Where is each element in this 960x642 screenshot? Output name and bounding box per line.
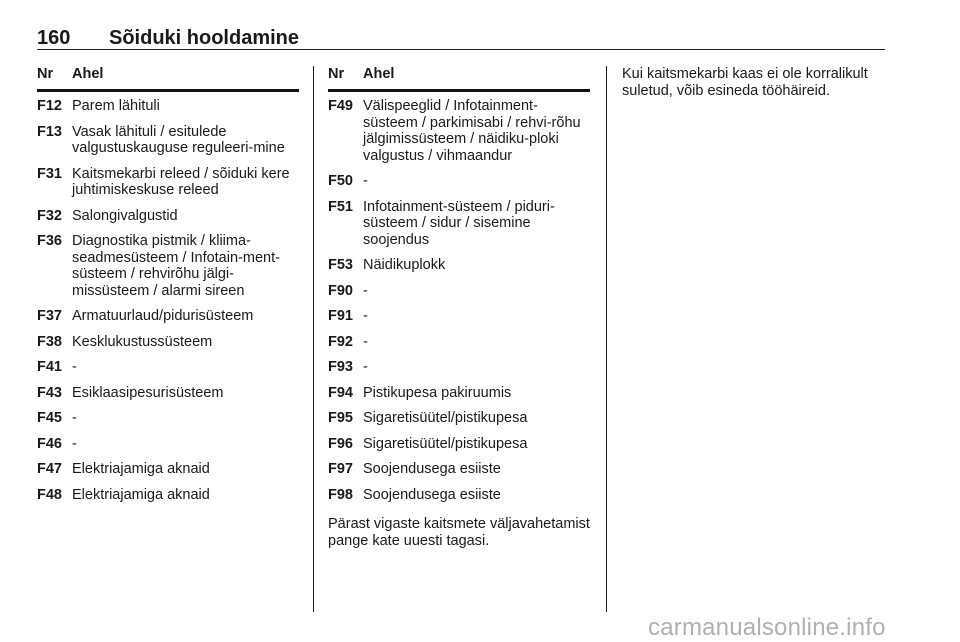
- fuse-number: F50: [328, 173, 353, 189]
- fuse-circuit: Armatuurlaud/pidurisüsteem: [72, 308, 254, 324]
- header-circuit: Ahel: [363, 66, 395, 82]
- watermark: carmanualsonline.info: [648, 614, 886, 641]
- fuse-circuit: -: [72, 435, 77, 452]
- table-row: [328, 359, 590, 376]
- fuse-number: F46: [37, 435, 62, 452]
- table-row: [37, 487, 299, 504]
- fuse-number: F96: [328, 435, 353, 452]
- fuse-number: F12: [37, 98, 62, 114]
- fuse-circuit: Näidikuplokk: [363, 257, 446, 273]
- fuse-number: F37: [37, 308, 62, 324]
- table-row: [328, 283, 590, 300]
- fuse-circuit: -: [363, 173, 368, 189]
- fuse-number: F31: [37, 165, 62, 182]
- fuse-circuit: Parem lähituli: [72, 98, 160, 114]
- fuse-number: F45: [37, 410, 62, 426]
- fuse-circuit: Pistikupesa pakiruumis: [363, 384, 512, 401]
- fuse-circuit: Elektriajamiga aknaid: [72, 461, 210, 477]
- fuse-number: F53: [328, 257, 353, 273]
- fuse-circuit: -: [363, 282, 368, 299]
- fuse-number: F94: [328, 384, 353, 401]
- table-row: [328, 199, 590, 249]
- fuse-number: F38: [37, 333, 62, 350]
- table-row: [37, 166, 299, 199]
- fuse-table-right: [328, 66, 590, 549]
- fuse-number: F51: [328, 198, 353, 215]
- fuse-circuit: Esiklaasipesurisüsteem: [72, 384, 224, 401]
- fuse-circuit: -: [363, 359, 368, 375]
- section-title: Sõiduki hooldamine: [109, 27, 300, 49]
- fuse-circuit: Elektriajamiga aknaid: [72, 486, 210, 503]
- fuse-circuit: Kesklukustussüsteem: [72, 333, 213, 350]
- header-nr: Nr: [328, 66, 345, 82]
- fuse-circuit: Kaitsmekarbi releed / sõiduki kere juhtimiskeskuse releed: [72, 165, 290, 198]
- replacement-note: Pärast vigaste kaitsmete väljavahetamist pange kate uuesti tagasi.: [328, 516, 590, 549]
- fuse-circuit: -: [72, 410, 77, 426]
- table-row: [37, 124, 299, 157]
- fuse-number: F36: [37, 233, 62, 249]
- table-row: [37, 461, 299, 478]
- column-divider: [313, 66, 314, 612]
- table-rows: [37, 98, 299, 503]
- fuse-number: F95: [328, 410, 353, 426]
- table-row: [328, 257, 590, 274]
- notes-column: [622, 66, 872, 99]
- fuse-number: F47: [37, 461, 62, 477]
- fuse-circuit: Soojendusega esiiste: [363, 461, 501, 477]
- fuse-circuit: -: [363, 333, 368, 350]
- table-row: [328, 385, 590, 402]
- header-circuit: Ahel: [72, 66, 104, 82]
- column-divider: [606, 66, 607, 612]
- cover-warning-note: Kui kaitsmekarbi kaas ei ole korralikult suletud, võib esineda tööhäireid.: [622, 66, 868, 99]
- fuse-circuit: Salongivalgustid: [72, 207, 178, 224]
- fuse-number: F32: [37, 207, 62, 224]
- fuse-number: F49: [328, 98, 353, 114]
- page-header: [37, 28, 885, 50]
- fuse-number: F13: [37, 123, 62, 140]
- table-rows: [328, 98, 590, 503]
- fuse-table-left: [37, 66, 299, 512]
- page-number: 160: [37, 27, 71, 49]
- table-row: [37, 359, 299, 376]
- table-row: [328, 487, 590, 504]
- fuse-number: F48: [37, 486, 62, 503]
- table-row: [328, 334, 590, 351]
- fuse-circuit: Välispeeglid / Infotainment-süsteem / parkimisabi / rehvi-rõhu jälgimissüsteem / näidiku-ploki valgustus / vihmaandur: [363, 98, 581, 164]
- table-row: [37, 334, 299, 351]
- table-row: [328, 173, 590, 190]
- fuse-number: F97: [328, 461, 353, 477]
- fuse-number: F93: [328, 359, 353, 375]
- fuse-number: F98: [328, 486, 353, 503]
- table-row: [328, 436, 590, 453]
- fuse-circuit: Vasak lähituli / esitulede valgustuskauguse reguleeri-mine: [72, 123, 285, 156]
- table-row: [37, 410, 299, 427]
- table-row: [37, 308, 299, 325]
- table-row: [328, 308, 590, 325]
- header-nr: Nr: [37, 66, 54, 82]
- fuse-circuit: -: [72, 359, 77, 375]
- fuse-circuit: Soojendusega esiiste: [363, 486, 501, 503]
- table-row: [37, 385, 299, 402]
- fuse-number: F91: [328, 308, 353, 324]
- table-header: [37, 66, 299, 92]
- table-header: [328, 66, 590, 92]
- fuse-circuit: Sigaretisüütel/pistikupesa: [363, 410, 528, 426]
- table-row: [37, 98, 299, 115]
- table-row: [328, 410, 590, 427]
- fuse-number: F92: [328, 333, 353, 350]
- table-row: [37, 208, 299, 225]
- fuse-number: F43: [37, 384, 62, 401]
- fuse-number: F90: [328, 282, 353, 299]
- table-row: [328, 461, 590, 478]
- table-row: [37, 233, 299, 299]
- fuse-number: F41: [37, 359, 62, 375]
- fuse-circuit: Sigaretisüütel/pistikupesa: [363, 435, 528, 452]
- fuse-circuit: Infotainment-süsteem / piduri-süsteem / sidur / sisemine soojendus: [363, 198, 555, 248]
- fuse-circuit: Diagnostika pistmik / kliima-seadmesüsteem / Infotain-ment-süsteem / rehvirõhu jälgi-missüsteem / alarmi sireen: [72, 233, 280, 299]
- table-row: [37, 436, 299, 453]
- fuse-circuit: -: [363, 308, 368, 324]
- table-row: [328, 98, 590, 164]
